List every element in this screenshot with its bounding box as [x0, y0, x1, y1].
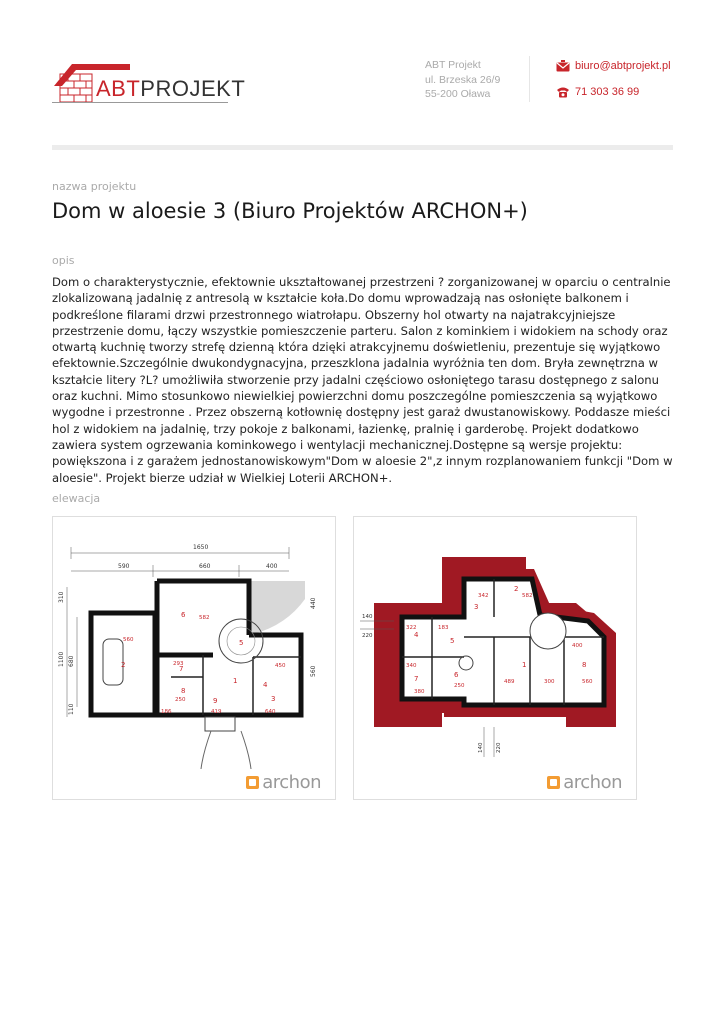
description-label: opis: [52, 254, 75, 267]
attic-area-9: 400: [572, 643, 583, 649]
archon-watermark: [547, 772, 622, 793]
room-num-8: 9: [213, 697, 218, 705]
logo-wordmark: [96, 76, 245, 102]
archon-logo-icon: [547, 776, 560, 789]
attic-area-7: 489: [504, 679, 515, 685]
attic-area-11: 380: [414, 689, 425, 695]
logo-underline: [52, 102, 228, 103]
attic-room-1: 1: [522, 661, 527, 669]
dim-left-b: 220: [362, 633, 373, 639]
dim-top-2: 660: [199, 563, 211, 570]
email-link[interactable]: biuro@abtprojekt.pl: [575, 60, 671, 72]
attic-area-2: 322: [406, 625, 417, 631]
dim-top-total: 1650: [193, 544, 209, 551]
email-icon: [556, 60, 570, 72]
dim-bottom-a: 140: [478, 742, 484, 753]
phone-row[interactable]: [556, 85, 671, 99]
attic-room-3: 3: [474, 603, 479, 611]
attic-area-1: 582: [522, 593, 533, 599]
attic-room-6: 6: [454, 671, 459, 679]
attic-area-6: 250: [454, 683, 465, 689]
room-num-2: 1: [233, 677, 238, 685]
area-5: 186: [161, 709, 172, 715]
email-row[interactable]: [556, 59, 671, 73]
area-3: 293: [173, 661, 184, 667]
attic-area-5: 340: [406, 663, 417, 669]
archon-logo-icon: [246, 776, 259, 789]
attic-room-2: 2: [514, 585, 519, 593]
area-6: 450: [275, 663, 286, 669]
archon-watermark-text: archon: [262, 772, 321, 793]
attic-area-4: 342: [478, 593, 489, 599]
project-description: Dom o charakterystycznie, efektownie ukształtowanej przestrzeni ? zorganizowanej w oparciu o centralnie zlokalizowaną jadalnię z antresolą w kształcie koła.Do domu wprowadzają nas osłonięte balkonem i podkreślone filarami drzwi przestronnego wiatrołapu. Obszerny hol otwarty na najatrakcyjniejsze przestrzenie domu, łączy wszystkie pomieszczenie parteru. Salon z kominkiem i widokiem na schody oraz otwartą kuchnię tworzy strefę dzienną która dzięki atrakcyjnemu doświetleniu, prezentuje się wyjątkowo efektownie.Szczególnie dwukondygnacyjna, przeszklona jadalnia wyróżnia ten dom. Bryła zewnętrzna w kształcie litery ?L? umożliwiła stworzenie przy jadalni częściowo osłoniętego tarasu dostępnego z salonu oraz kuchni. Mimo stosunkowo niewielkiej powierzchni domu poszczególne pomieszczenia są wyjątkowo wygodne i przestronne . Przez obszerną kotłownię dostępny jest garaż dwustanowiskowy. Poddasze mieści hol z widokiem na jadalnię, trzy pokoje z balkonami, łazienkę, pralnię i garderobę. Projekt dodatkowo zawiera system ogrzewania kominkowego i wentylacji mechanicznej.Dostępne są wersje projektu: powiększona i z garażem jednostanowiskowym"Dom w aloesie 2",z innym rozplanowaniem funkcji "Dom w aloesie". Projekt bierze udział w Wielkiej Loterii ARCHON+.: [52, 275, 673, 485]
dim-left-3: 680: [68, 655, 75, 667]
archon-watermark-text: archon: [563, 772, 622, 793]
dim-top-3: 400: [266, 563, 278, 570]
archon-watermark: [246, 772, 321, 793]
dim-left-4: 110: [68, 703, 75, 715]
room-num-5: 6: [181, 611, 186, 619]
room-num-9: 3: [271, 695, 276, 703]
contact-info: [556, 59, 671, 111]
header-divider: [529, 56, 530, 102]
attic-area-8: 300: [544, 679, 555, 685]
area-2: 582: [199, 615, 210, 621]
header-separator: [52, 145, 673, 150]
ground-floor-drawing: [53, 517, 335, 799]
room-num-7: 8: [181, 687, 186, 695]
dim-bottom-b: 220: [496, 742, 502, 753]
phone-number[interactable]: 71 303 36 99: [575, 86, 640, 98]
attic-room-7: 7: [414, 675, 419, 683]
attic-area-3: 183: [438, 625, 449, 631]
dim-top-1: 590: [118, 563, 130, 570]
area-8: 250: [175, 697, 186, 703]
attic-room-5: 5: [450, 637, 455, 645]
ground-floor-plan[interactable]: [52, 516, 336, 800]
room-num-4: 5: [239, 639, 244, 647]
dim-left-a: 140: [362, 614, 373, 620]
dim-right-1: 440: [310, 597, 317, 609]
attic-room-8: 8: [582, 661, 587, 669]
area-1: 560: [123, 637, 134, 643]
room-num-3: 4: [263, 681, 268, 689]
attic-area-10: 560: [582, 679, 593, 685]
logo-prefix: ABT: [96, 76, 141, 101]
dim-left-1: 310: [58, 591, 65, 603]
dim-right-2: 560: [310, 665, 317, 677]
logo-suffix: PROJEKT: [140, 76, 246, 101]
dim-left-2: 1100: [58, 651, 65, 667]
room-num-1: 2: [121, 661, 126, 669]
room-num-6: 7: [179, 665, 184, 673]
area-7: 640: [265, 709, 276, 715]
company-city: 55-200 Oława: [425, 88, 491, 100]
area-4: 419: [211, 709, 222, 715]
phone-icon: [556, 86, 570, 98]
attic-room-4: 4: [414, 631, 419, 639]
attic-floor-plan[interactable]: [353, 516, 637, 800]
company-name: ABT Projekt: [425, 59, 481, 71]
project-name-label: nazwa projektu: [52, 180, 137, 193]
company-address: [425, 58, 500, 102]
company-street: ul. Brzeska 26/9: [425, 73, 501, 86]
page-title: Dom w aloesie 3 (Biuro Projektów ARCHON+): [52, 199, 528, 223]
elevation-label: elewacja: [52, 492, 101, 505]
abt-projekt-logo[interactable]: [52, 58, 246, 106]
attic-floor-drawing: [354, 517, 636, 799]
